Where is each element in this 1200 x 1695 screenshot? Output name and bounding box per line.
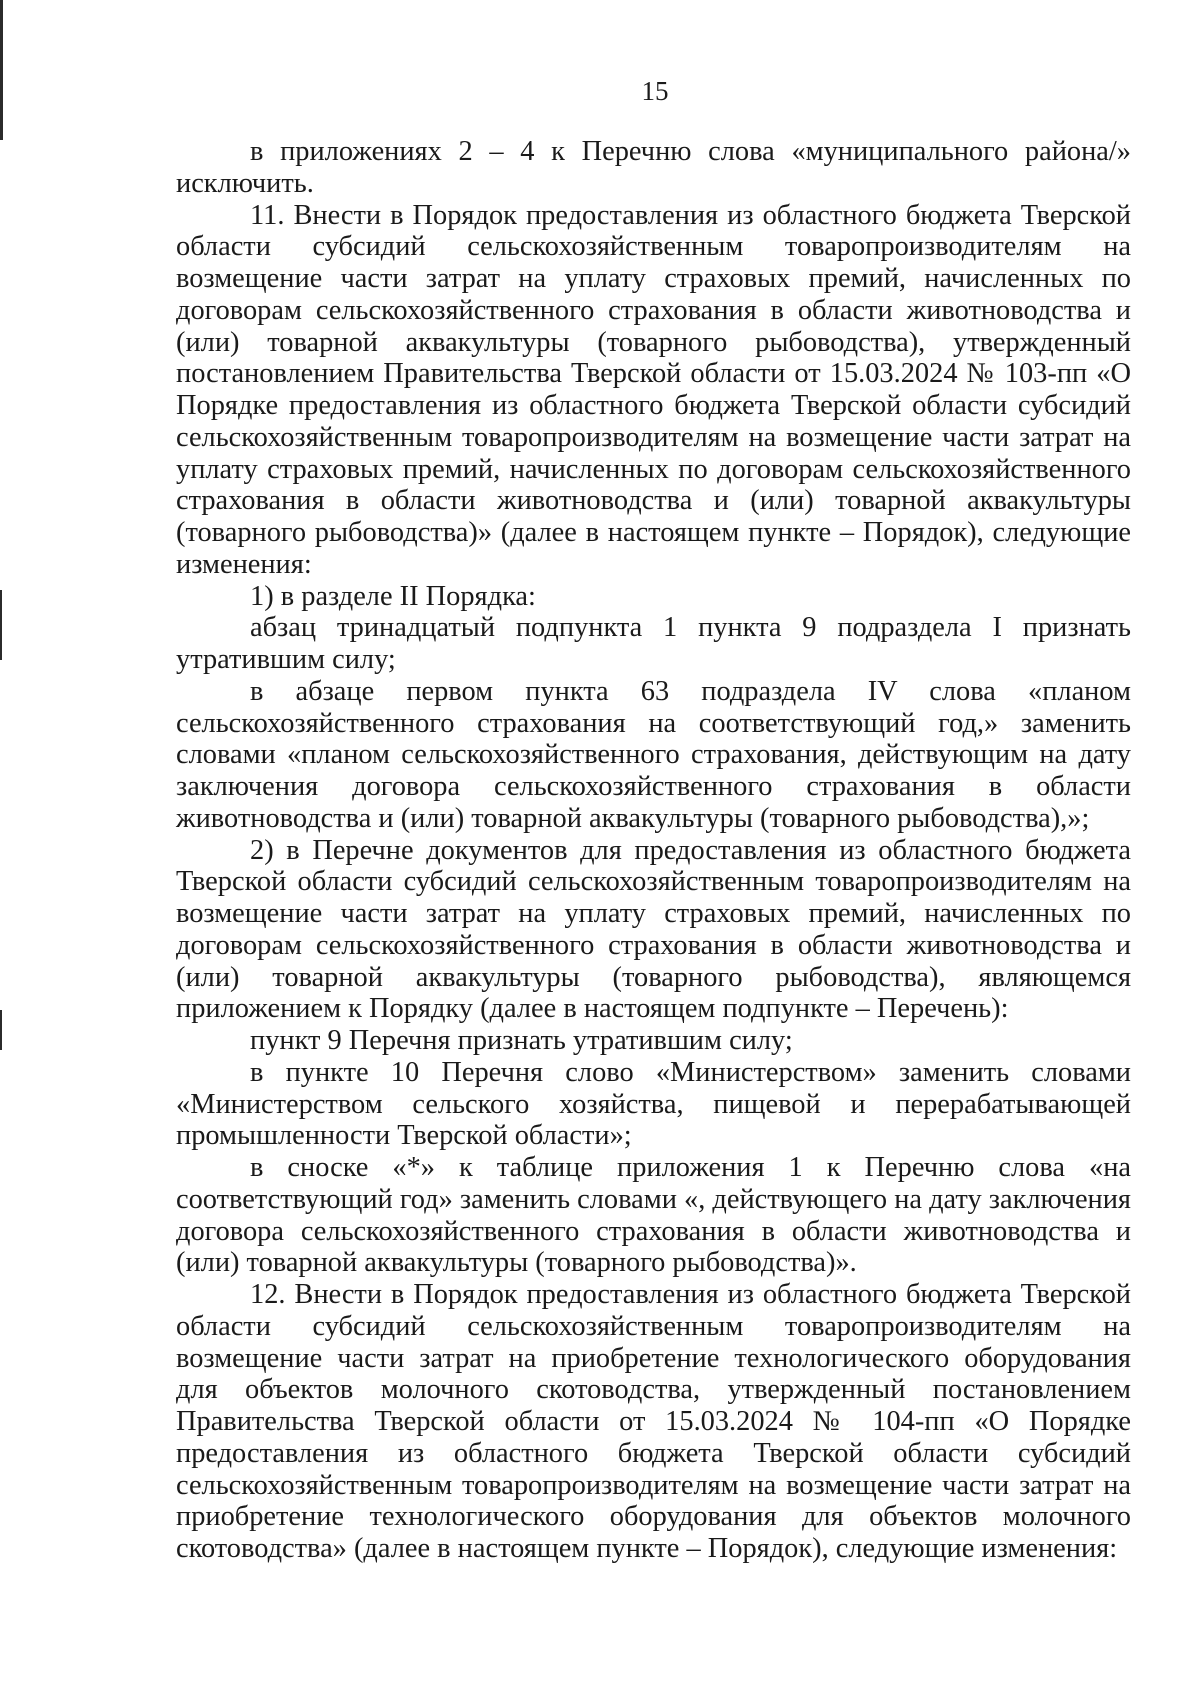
scan-edge-line xyxy=(0,0,3,140)
paragraph: 1) в разделе II Порядка: xyxy=(250,580,536,612)
page-number: 15 xyxy=(641,76,669,106)
scan-edge-line xyxy=(0,590,2,660)
document-body xyxy=(176,136,1131,1565)
paragraph: пункт 9 Перечня признать утратившим силу; xyxy=(250,1025,793,1056)
paragraph: в сноске «*» к таблице приложения 1 к Перечню слова «на соответствующий год» заменить словами «, действующего на дату заключения договора сельскохозяйственного страхования в области животноводства и (или) товарной аквакультуры (товарного рыбоводства)». xyxy=(176,1152,1131,1279)
paragraph: 12. Внести в Порядок предоставления из областного бюджета Тверской области субсидий сельскохозяйственным товаропроизводителям на возмещение части затрат на приобретение технологического оборудования для объектов молочного скотоводства, утвержденный постановлением Правительства Тверской области от 15.03.2024 № 104-пп «О Порядке предоставления из областного бюджета Тверской области субсидий сельскохозяйственным товаропроизводителям на возмещение части затрат на приобретение технологического оборудования для объектов молочного скотоводства» (далее в настоящем пункте – Порядок), следующие изменения: xyxy=(176,1279,1131,1564)
paragraph: 11. Внести в Порядок предоставления из областного бюджета Тверской области субсидий сельскохозяйственным товаропроизводителям на возмещение части затрат на уплату страховых премий, начисленных по договорам сельскохозяйственного страхования в области животноводства и (или) товарной аквакультуры (товарного рыбоводства), утвержденный постановлением Правительства Тверской области от 15.03.2024 № 103-пп «О Порядке предоставления из областного бюджета Тверской области субсидий сельскохозяйственным товаропроизводителям на возмещение части затрат на уплату страховых премий, начисленных по договорам сельскохозяйственного страхования в области животноводства и (или) товарной аквакультуры (товарного рыбоводства)» (далее в настоящем пункте – Порядок), следующие изменения: xyxy=(176,199,1131,580)
scan-edge-line xyxy=(0,1010,2,1050)
paragraph: 2) в Перечне документов для предоставления из областного бюджета Тверской области субсидий сельскохозяйственным товаропроизводителям на возмещение части затрат на уплату страховых премий, начисленных по договорам сельскохозяйственного страхования в области животноводства и (или) товарной аквакультуры (товарного рыбоводства), являющемся приложением к Порядку (далее в настоящем подпункте – Перечень): xyxy=(176,834,1131,1025)
paragraph: в абзаце первом пункта 63 подраздела IV слова «планом сельскохозяйственного страхования на соответствующий год,» заменить словами «планом сельскохозяйственного страхования, действующим на дату заключения договора сельскохозяйственного страхования в области животноводства и (или) товарной аквакультуры (товарного рыбоводства),»; xyxy=(176,675,1131,834)
paragraph: в пункте 10 Перечня слово «Министерством» заменить словами «Министерством сельского хозяйства, пищевой и перерабатывающей промышленности Тверской области»; xyxy=(176,1056,1131,1152)
paragraph: в приложениях 2 – 4 к Перечню слова «муниципального района/» исключить. xyxy=(176,136,1131,199)
paragraph: абзац тринадцатый подпункта 1 пункта 9 подраздела I признать утратившим силу; xyxy=(176,612,1131,675)
